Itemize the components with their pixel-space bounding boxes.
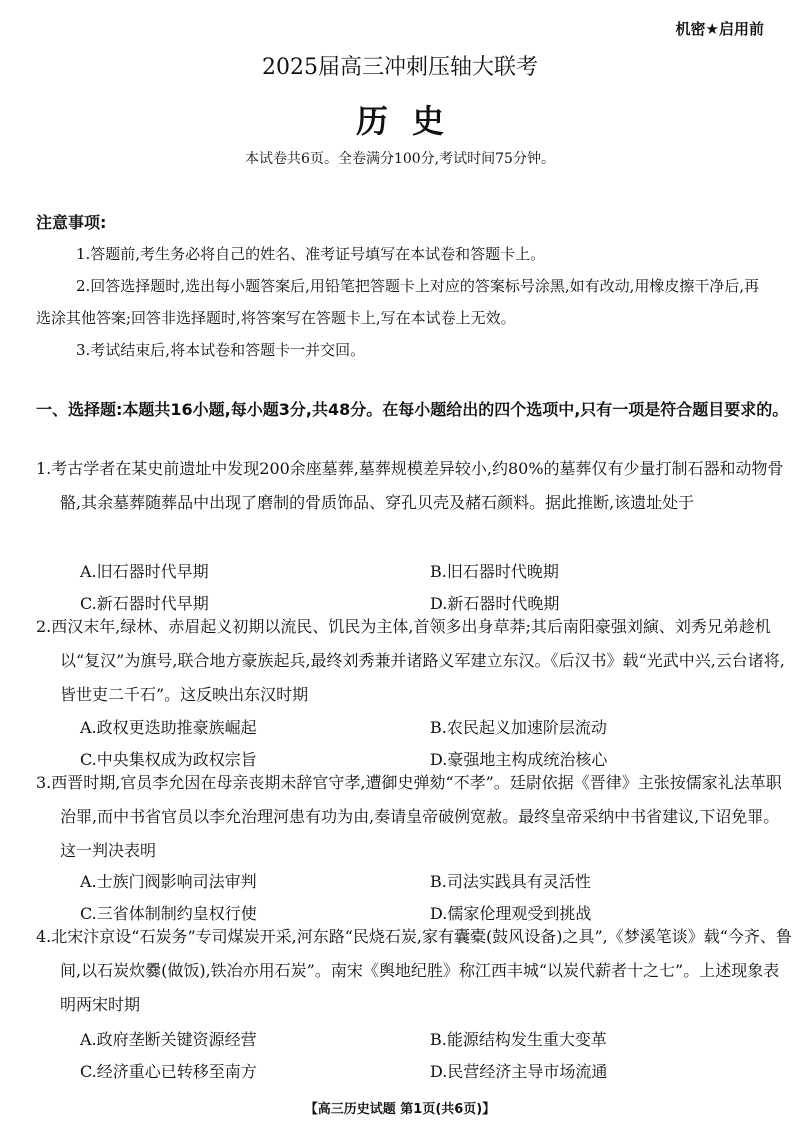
question-1-stem: 1.考古学者在某史前遗址中发现200余座墓葬,墓葬规模差异较小,约80%的墓葬仅有少量打制石器和动物骨骼,其余墓葬随葬品中出现了磨制的骨质饰品、穿孔贝壳及赭石颜料。据此推断,该遗址处于 [36, 459, 784, 512]
question-3-option-b: B.司法实践具有灵活性 [430, 872, 591, 891]
question-2-option-a: A.政权更迭助推豪族崛起 [80, 718, 257, 737]
notice-item-3: 3.考试结束后,将本试卷和答题卡一并交回。 [76, 341, 366, 359]
notice-item-2: 2.回答选择题时,选出每小题答案后,用铅笔把答题卡上对应的答案标号涂黑,如有改动,用橡皮擦干净后,再选涂其他答案;回答非选择题时,将答案写在答题卡上,写在本试卷上无效。 [36, 277, 760, 327]
question-1-option-b: B.旧石器时代晚期 [430, 562, 559, 581]
question-4-option-c: C.经济重心已转移至南方 [80, 1062, 257, 1081]
question-1-option-d: D.新石器时代晚期 [430, 594, 560, 613]
question-4-option-d: D.民营经济主导市场流通 [430, 1062, 608, 1081]
question-3-option-a: A.士族门阀影响司法审判 [80, 872, 257, 891]
notice-title: 注意事项: [36, 213, 107, 232]
question-2-stem: 2.西汉末年,绿林、赤眉起义初期以流民、饥民为主体,首领多出身草莽;其后南阳豪强刘縯、刘秀兄弟趁机以“复汉”为旗号,联合地方豪族起兵,最终刘秀兼并诸路义军建立东汉。《后汉书》载“光武中兴,云台诸将,皆世吏二千石”。这反映出东汉时期 [36, 617, 785, 704]
question-4-option-b: B.能源结构发生重大变革 [430, 1030, 607, 1049]
question-4-options [60, 1024, 760, 1088]
confidential-label: 机密★启用前 [675, 20, 764, 38]
question-1-option-c: C.新石器时代早期 [80, 594, 209, 613]
question-1-option-a: A.旧石器时代早期 [80, 562, 209, 581]
exam-info: 本试卷共6页。全卷满分100分,考试时间75分钟。 [245, 151, 555, 167]
question-4-option-a: A.政府垄断关键资源经营 [80, 1030, 257, 1049]
section-heading: 一、选择题:本题共16小题,每小题3分,共48分。在每小题给出的四个选项中,只有一项是符合题目要求的。 [36, 400, 789, 419]
question-3-stem: 3.西晋时期,官员李允因在母亲丧期未辞官守孝,遭御史弹劾“不孝”。廷尉依据《晋律》主张按儒家礼法革职治罪,而中书省官员以李允治理河患有功为由,奏请皇帝破例宽赦。最终皇帝采纳中书省建议,下诏免罪。这一判决表明 [36, 773, 782, 860]
question-2-option-d: D.豪强地主构成统治核心 [430, 750, 608, 769]
question-2-option-b: B.农民起义加速阶层流动 [430, 718, 607, 737]
subject-title: 历史 [355, 102, 468, 140]
question-4-stem: 4.北宋汴京设“石炭务”专司煤炭开采,河东路“民烧石炭,家有囊橐(鼓风设备)之具”,《梦溪笔谈》载“今齐、鲁间,以石炭炊爨(做饭),铁冶亦用石炭”。南宋《舆地纪胜》称江西丰城“以炭代薪者十之七”。上述现象表明两宋时期 [36, 927, 792, 1014]
notice-item-1: 1.答题前,考生务必将自己的姓名、准考证号填写在本试卷和答题卡上。 [76, 245, 546, 263]
exam-title: 2025届高三冲刺压轴大联考 [262, 55, 538, 80]
question-3-option-d: D.儒家伦理观受到挑战 [430, 904, 592, 923]
question-3-option-c: C.三省体制制约皇权行使 [80, 904, 257, 923]
question-2-option-c: C.中央集权成为政权宗旨 [80, 750, 257, 769]
page-footer: 【高三历史试题 第1页(共6页)】 [304, 1102, 496, 1117]
